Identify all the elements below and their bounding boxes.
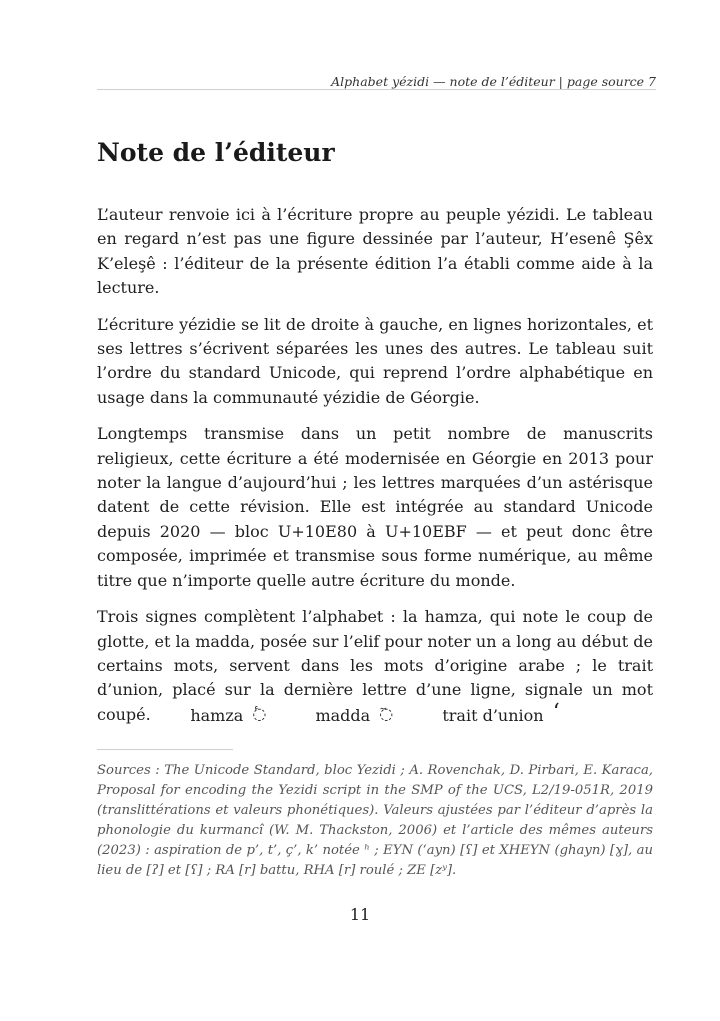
page-title: Note de l’éditeur	[97, 138, 335, 167]
sign-label: hamza	[190, 706, 244, 725]
sign-hamza	[190, 704, 266, 725]
paragraph-2: L’écriture yézidie se lit de droite à gauche, en lignes horizontales, et ses lettres s’écrivent séparées les unes des autres. Le tableau suit l’ordre du standard Unicode, qui reprend l’ordre alphabétique en usage dans la communauté yézidie de Géorgie.	[97, 314, 653, 407]
paragraph-3: Longtemps transmise dans un petit nombre de manuscrits religieux, cette écriture a été modernisée en Géorgie en 2013 pour noter la langue d’aujourd’hui ; les lettres marquées d’un astérisque datent de cette révision. Elle est intégrée au standard Unicode depuis 2020 — bloc U+10E80 à U+10EBF — et peut donc être composée, imprimée et transmise sous forme numérique, au même titre que n’importe quelle autre écriture du monde.	[97, 424, 653, 590]
hyphen-glyph: ʻ	[552, 700, 560, 725]
sign-label: madda	[315, 706, 371, 725]
madda-glyph: ◌ٓ	[379, 704, 394, 723]
page-number: 11	[349, 905, 371, 924]
hamza-glyph: ◌ٔ	[252, 704, 267, 723]
footnote-rule	[97, 749, 233, 750]
paragraph-1: L’auteur renvoie ici à l’écriture propre au peuple yézidi. Le tableau en regard n’est pas une figure dessinée par l’auteur, H’esenê Şêx K’eleşê : l’éditeur de la présente édition l’a établi comme aide à la lecture.	[97, 205, 653, 298]
signs-row	[97, 700, 653, 725]
paragraph-4: Trois signes complètent l’alphabet : la hamza, qui note le coup de glotte, et la madda, posée sur l’elif pour noter un a long au début de certains mots, servent dans les mots d’origine arabe ; le trait d’union, placé sur la dernière lettre d’une ligne, signale un mot coupé.	[97, 607, 653, 724]
footnote: Sources : The Unicode Standard, bloc Yezidi ; A. Rovenchak, D. Pirbari, E. Karaca, Proposal for encoding the Yezidi script in the SMP of the UCS, L2/19-051R, 2019 (translittérations et valeurs phonétiques). Valeurs ajustées par l’éditeur d’après la phonologie du kurmancî (W. M. Thackston, 2006) et l’article des mêmes auteurs (2023) : aspiration de p’, t’, ç’, k’ notée ʰ ; EYN (‘ayn) [ʕ] et XHEYN (ghayn) [ɣ], au lieu de [ʔ] et [ʕ] ; RA [r] battu, RHA [r] roulé ; ZE [zʸ].	[97, 763, 653, 878]
running-header: Alphabet yézidi — note de l’éditeur | page source 7	[331, 74, 656, 89]
sign-madda	[315, 704, 393, 725]
sign-hyphen	[442, 700, 559, 725]
sign-label: trait d’union	[442, 706, 544, 725]
body-text	[97, 203, 653, 739]
header-rule	[97, 89, 656, 90]
